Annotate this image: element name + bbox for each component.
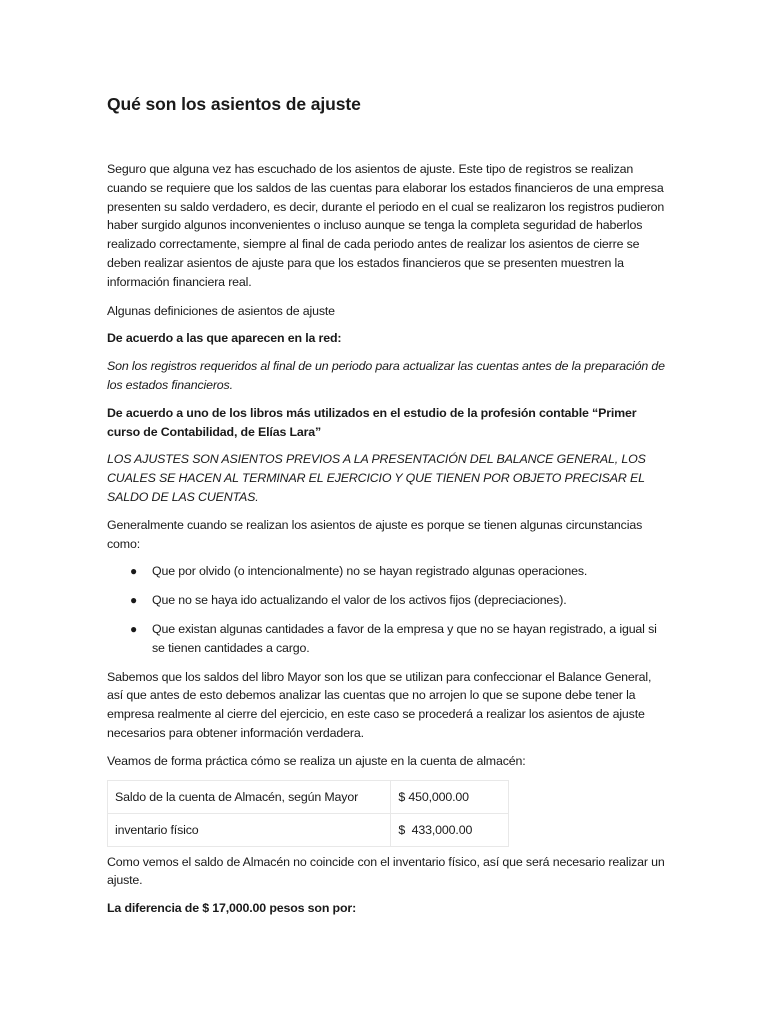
inventory-table bbox=[107, 780, 509, 847]
table-cell-value: $ 450,000.00 bbox=[391, 780, 509, 813]
intro-paragraph: Seguro que alguna vez has escuchado de los asientos de ajuste. Este tipo de registros se realizan cuando se requiere que los saldos de las cuentas para elaborar los estados financieros de una empresa presenten su saldo verdadero, es decir, durante el periodo en el cual se realizaron los registros pudieron haber surgido algunos inconvenientes o incluso aunque se tenga la completa seguridad de haberlos realizado correctamente, siempre al final de cada periodo antes de realizar los asientos de cierre se deben realizar asientos de ajuste para que los estados financieros que se presenten muestren la información financiera real. bbox=[107, 162, 665, 289]
list-item-text: Que existan algunas cantidades a favor de la empresa y que no se hayan registrado, a igual si se tienen cantidades a cargo. bbox=[152, 621, 657, 655]
definitions-heading: Algunas definiciones de asientos de ajuste bbox=[107, 303, 335, 318]
book-definition-text: LOS AJUSTES SON ASIENTOS PREVIOS A LA PRESENTACIÓN DEL BALANCE GENERAL, LOS CUALES SE HACEN AL TERMINAR EL EJERCICIO Y QUE TIENEN POR OBJETO PRECISAR EL SALDO DE LAS CUENTAS. bbox=[107, 452, 646, 504]
bullet-icon: ● bbox=[130, 564, 138, 579]
list-item-text: Que no se haya ido actualizando el valor de los activos fijos (depreciaciones). bbox=[152, 593, 567, 608]
difference-heading: La diferencia de $ 17,000.00 pesos son por: bbox=[107, 901, 357, 916]
table-cell-label: inventario físico bbox=[108, 813, 391, 846]
mayor-paragraph: Sabemos que los saldos del libro Mayor son los que se utilizan para confeccionar el Balance General, así que antes de esto debemos analizar las cuentas que no arrojen lo que se supone debe tener la empresa realmente al cierre del ejercicio, en este caso se procederá a realizar los asientos de ajuste necesarios para obtener información verdadera. bbox=[107, 669, 652, 740]
list-item bbox=[107, 591, 667, 610]
conclusion-paragraph: Como vemos el saldo de Almacén no coincide con el inventario físico, así que será necesario realizar un ajuste. bbox=[107, 854, 665, 888]
table-row bbox=[108, 813, 509, 846]
bullet-icon: ● bbox=[130, 593, 138, 608]
circumstances-intro: Generalmente cuando se realizan los asientos de ajuste es porque se tienen algunas circunstancias como: bbox=[107, 517, 643, 551]
net-definition-text: Son los registros requeridos al final de un periodo para actualizar las cuentas antes de la preparación de los estados financieros. bbox=[107, 359, 665, 392]
document-page bbox=[107, 93, 667, 927]
circumstances-list bbox=[107, 562, 667, 657]
bullet-icon: ● bbox=[130, 621, 138, 636]
table-cell-label: Saldo de la cuenta de Almacén, según Mayor bbox=[108, 780, 391, 813]
list-item bbox=[107, 562, 667, 581]
practical-intro: Veamos de forma práctica cómo se realiza un ajuste en la cuenta de almacén: bbox=[107, 753, 526, 768]
table-cell-value: $ 433,000.00 bbox=[391, 813, 509, 846]
list-item bbox=[107, 620, 667, 658]
list-item-text: Que por olvido (o intencionalmente) no se hayan registrado algunas operaciones. bbox=[152, 564, 588, 579]
net-definition-heading: De acuerdo a las que aparecen en la red: bbox=[107, 331, 342, 346]
book-definition-heading: De acuerdo a uno de los libros más utilizados en el estudio de la profesión contable “Primer curso de Contabilidad, de Elías Lara” bbox=[107, 405, 637, 439]
document-title: Qué son los asientos de ajuste bbox=[107, 94, 361, 114]
table-row bbox=[108, 780, 509, 813]
